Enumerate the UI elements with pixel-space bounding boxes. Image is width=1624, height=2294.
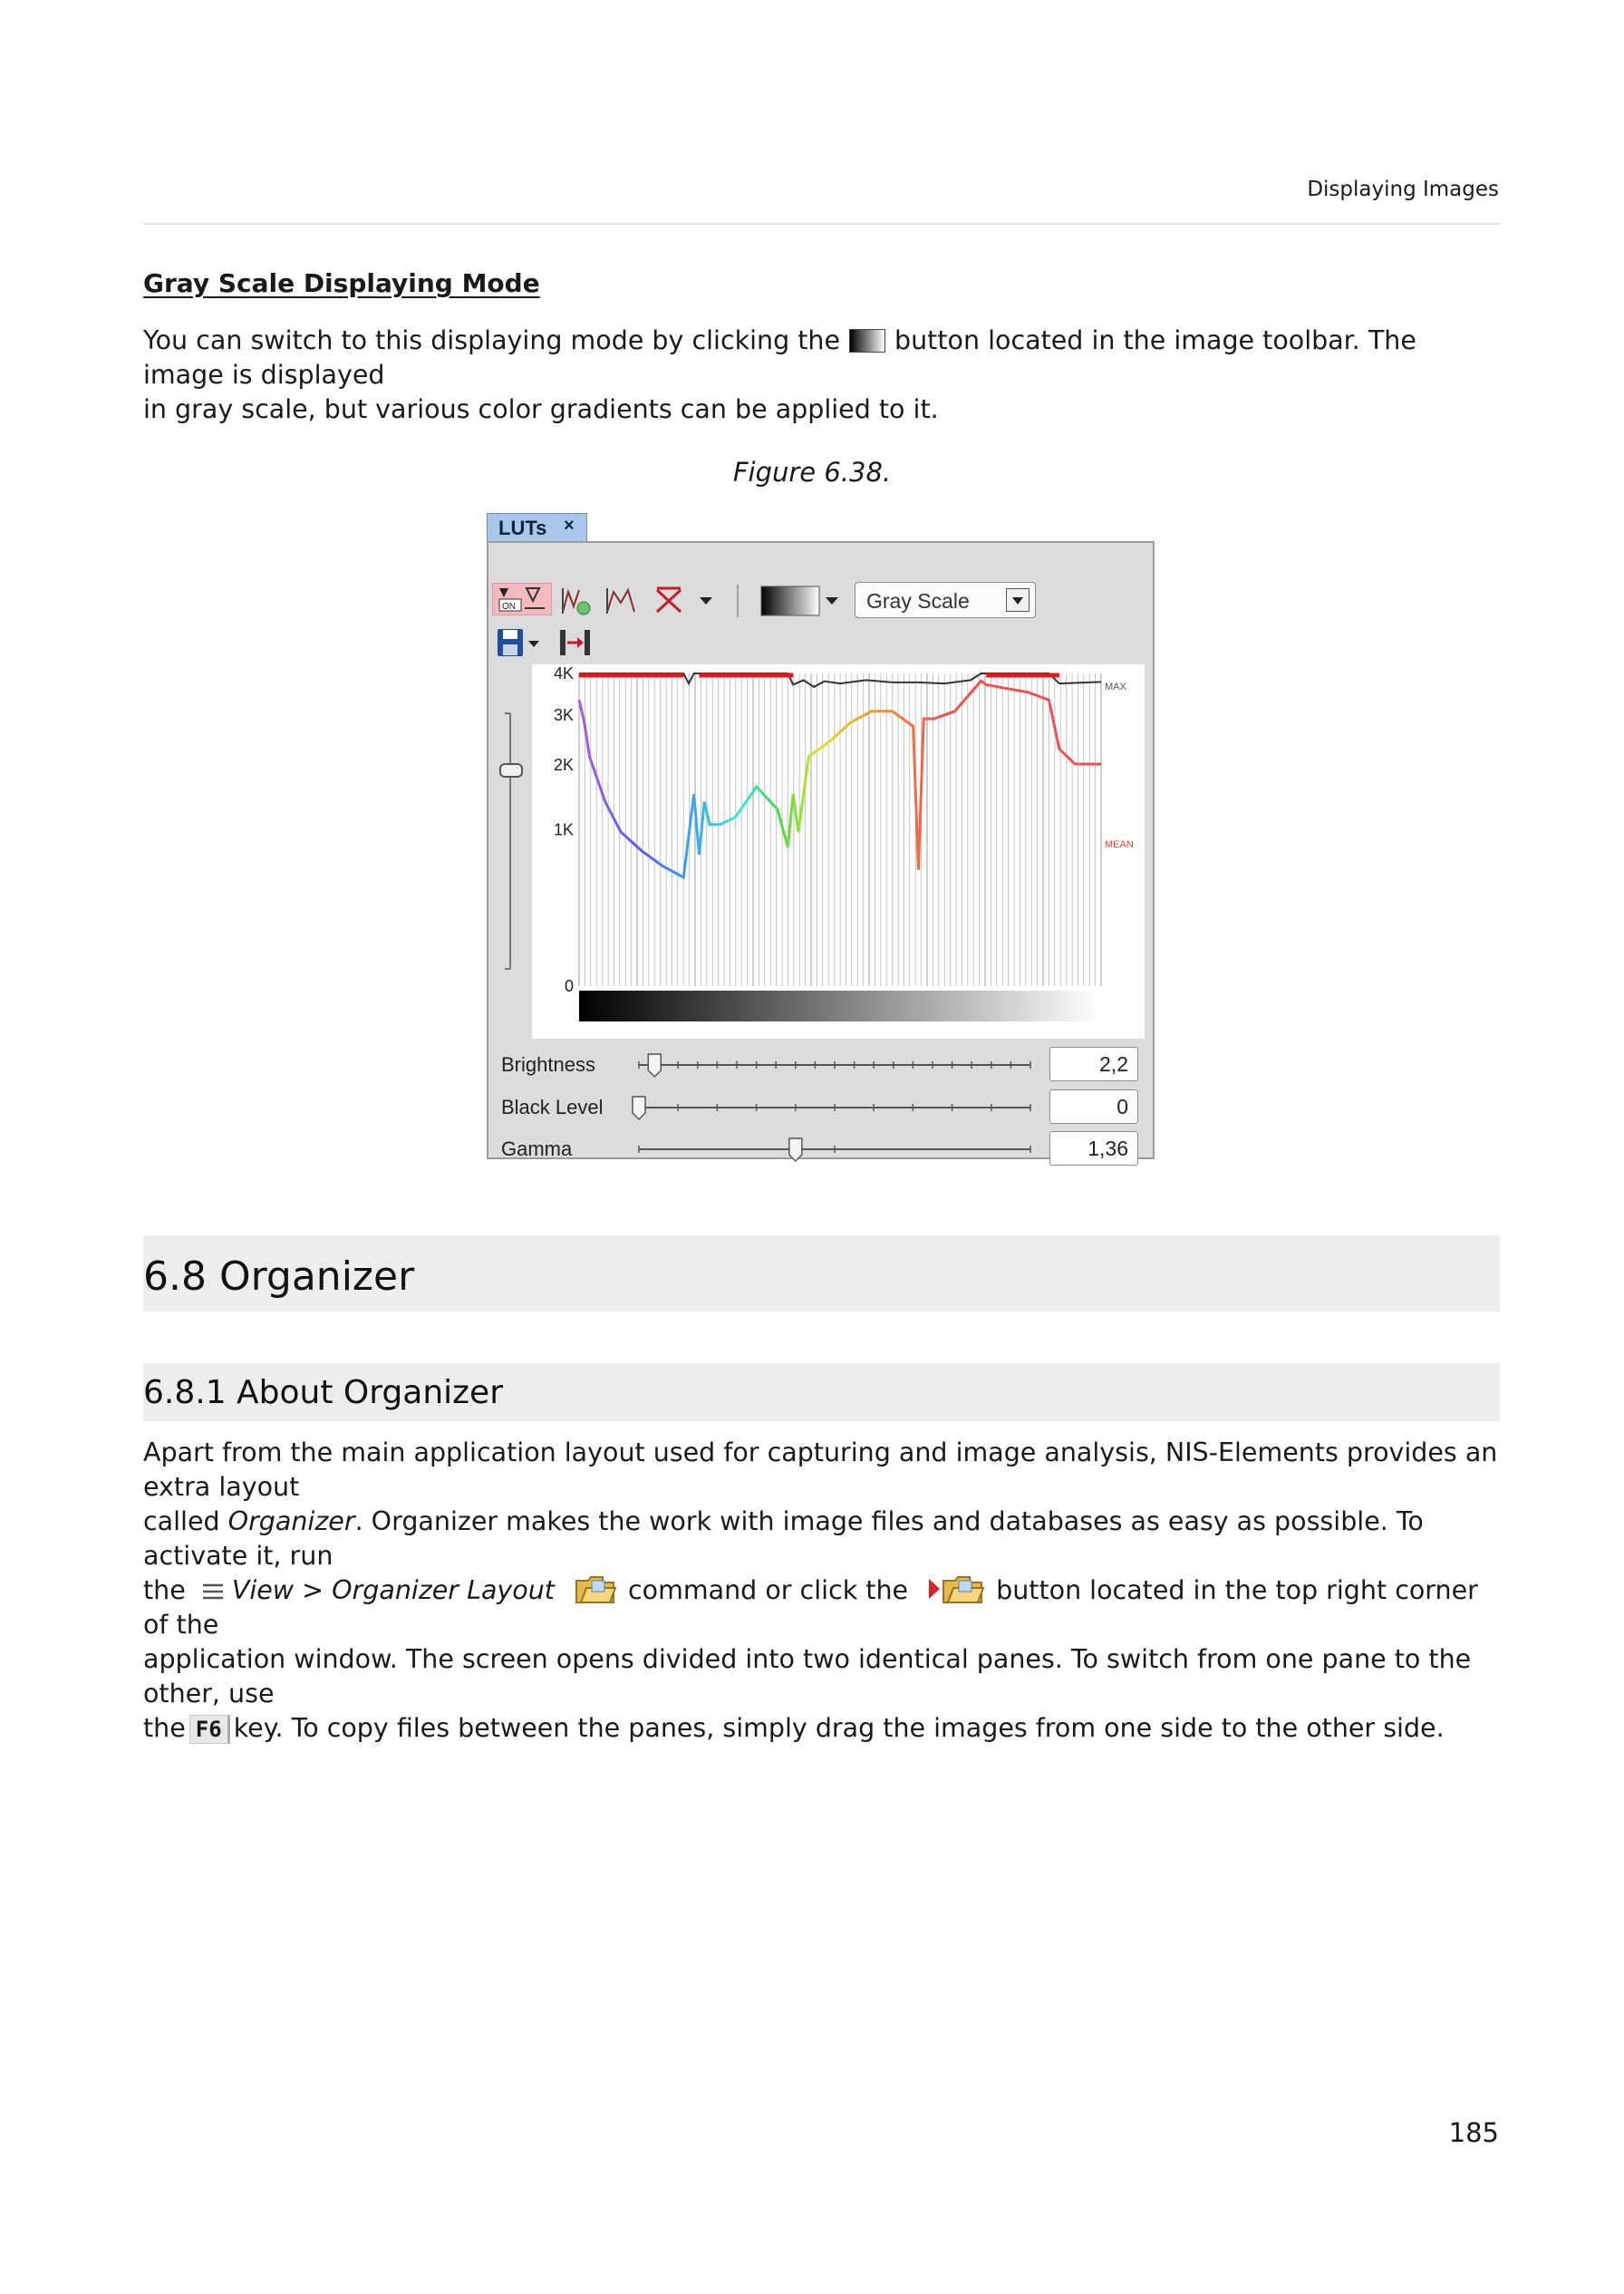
gradient-bar xyxy=(579,991,1101,1021)
svg-text:ON: ON xyxy=(502,602,516,612)
paragraph-text: button located in the top right corner of the xyxy=(143,1575,1478,1640)
black-level-value[interactable]: 0 xyxy=(1049,1089,1138,1124)
black-level-label: Black Level xyxy=(501,1096,604,1118)
fit-range-icon[interactable] xyxy=(557,626,594,659)
gradient-icon[interactable] xyxy=(760,585,844,617)
section-heading: 6.8 Organizer xyxy=(143,1253,415,1300)
section-title: Gray Scale Displaying Mode xyxy=(143,268,540,298)
luts-panel xyxy=(487,513,1155,1159)
lut-select[interactable] xyxy=(855,582,1036,618)
y-tick-label: 0 xyxy=(564,977,574,995)
subsection-heading-band xyxy=(143,1363,1500,1421)
black-level-slider[interactable] xyxy=(632,1089,1039,1126)
paragraph-text: in gray scale, but various color gradients can be applied to it. xyxy=(143,394,939,424)
header-divider xyxy=(143,223,1500,225)
paragraph-text: the xyxy=(143,1713,186,1743)
gamma-value[interactable]: 1,36 xyxy=(1049,1131,1138,1166)
histogram-svg xyxy=(532,664,1145,1039)
auto-scale-icon[interactable] xyxy=(559,585,592,617)
paragraph-text: You can switch to this displaying mode by clicking the xyxy=(143,325,841,355)
paragraph-text: key. To copy files between the panes, simply drag the images from one side to the other side. xyxy=(233,1713,1445,1743)
close-icon[interactable]: × xyxy=(564,516,575,536)
paragraph-text: the xyxy=(143,1575,186,1605)
lut-select-value: Gray Scale xyxy=(866,589,970,613)
subsection-heading: 6.8.1 About Organizer xyxy=(143,1374,504,1411)
menu-path-view: View xyxy=(231,1575,295,1605)
paragraph-text: Apart from the main application layout used for capturing and image analysis, NIS-Elements provides an extra layout xyxy=(143,1437,1498,1502)
vertical-range-slider[interactable] xyxy=(492,706,525,978)
paragraph-text: application window. The screen opens divided into two identical panes. To switch from one pane to the other, use xyxy=(143,1644,1472,1708)
brightness-label: Brightness xyxy=(501,1053,595,1076)
dropdown-arrow-icon[interactable] xyxy=(697,588,715,612)
section-paragraph xyxy=(143,324,1500,427)
menu-path-organizer-layout: Organizer Layout xyxy=(332,1575,555,1605)
paragraph-text: command or click the xyxy=(628,1575,909,1605)
paragraph-text: button located in the image toolbar. The image is displayed xyxy=(143,325,1416,390)
chevron-down-icon[interactable] xyxy=(1006,588,1030,612)
y-tick-label: 2K xyxy=(553,756,574,775)
brightness-slider[interactable] xyxy=(632,1047,1039,1083)
y-tick-label: 4K xyxy=(553,664,574,682)
organizer-paragraph xyxy=(143,1436,1500,1746)
max-annotation: MAX xyxy=(1105,682,1126,692)
curve-icon[interactable] xyxy=(604,585,637,617)
menu-path-separator: > xyxy=(294,1575,333,1605)
grayscale-gradient-icon xyxy=(849,329,885,353)
luts-on-icon[interactable] xyxy=(492,583,552,615)
f6-key: F6 xyxy=(189,1715,230,1744)
menu-icon xyxy=(199,1581,227,1602)
gamma-slider[interactable] xyxy=(632,1131,1039,1167)
organizer-button-icon xyxy=(927,1573,985,1606)
slider-thumb xyxy=(789,1138,802,1161)
reset-icon[interactable] xyxy=(653,585,684,617)
luts-tab-label: LUTs xyxy=(498,517,547,539)
y-tick-label: 3K xyxy=(553,706,574,725)
organizer-folder-icon xyxy=(574,1573,617,1606)
paragraph-text: called xyxy=(143,1506,228,1536)
running-header: Displaying Images xyxy=(1307,178,1499,201)
slider-thumb xyxy=(648,1054,661,1077)
paragraph-emphasis: Organizer xyxy=(227,1506,355,1536)
section-heading-band xyxy=(143,1235,1500,1312)
luts-body xyxy=(487,541,1155,1159)
luts-tab[interactable] xyxy=(487,513,587,541)
gamma-label: Gamma xyxy=(501,1137,573,1160)
page-number: 185 xyxy=(1448,2117,1499,2148)
brightness-value[interactable]: 2,2 xyxy=(1049,1047,1138,1081)
mean-annotation: MEAN xyxy=(1105,839,1134,850)
figure-caption: Figure 6.38. xyxy=(732,457,892,488)
y-tick-label: 1K xyxy=(553,820,574,839)
paragraph-text: . Organizer makes the work with image files and databases as easy as possible. To activate it, run xyxy=(143,1506,1424,1571)
save-icon[interactable] xyxy=(496,626,541,659)
lut-histogram-chart xyxy=(532,664,1145,1039)
toolbar-separator xyxy=(737,585,739,617)
slider-thumb xyxy=(633,1097,645,1119)
